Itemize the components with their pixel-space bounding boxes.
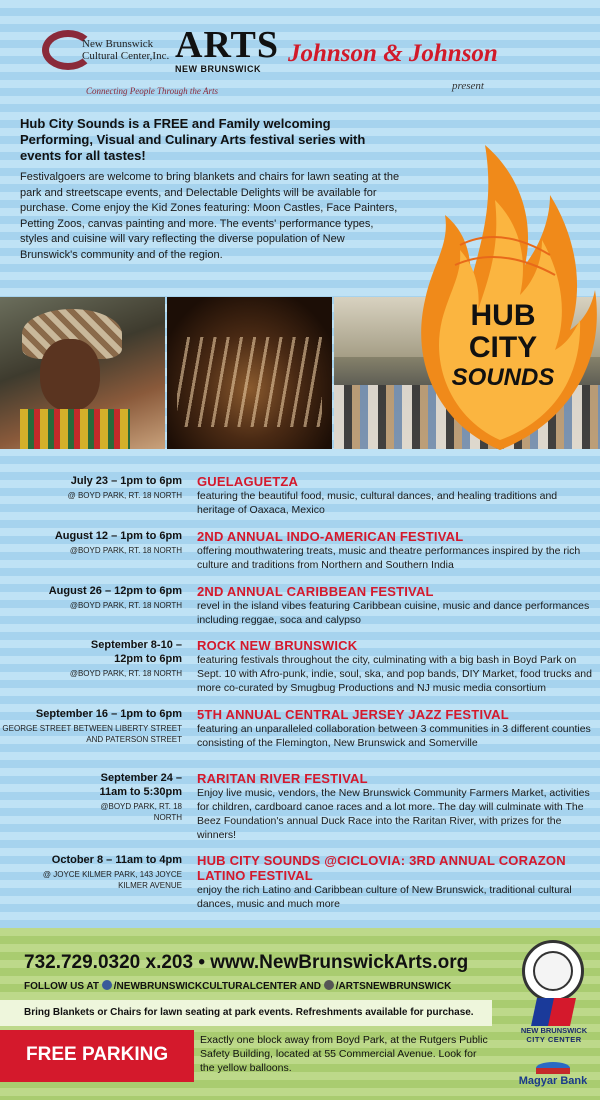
city-seal-logo — [522, 940, 584, 1002]
intro-body: Festivalgoers are welcome to bring blankets and chairs for lawn seating at the park and streetscape events, and Delectable Delights will be available for purchase. Come enjoy the Kid Zones featuring: Moon Castles, Face Painters, Petting Zoos, canvas painting and more. The events' performance types, styles and cuisine will vary reflecting the diverse population of New Brunswick's community and of the region. — [20, 171, 400, 261]
event-date: July 23 – 1pm to 6pm — [70, 475, 182, 487]
nb-city-center-logo — [508, 998, 600, 1044]
tagline: Connecting People Through the Arts — [86, 86, 218, 96]
event-title: GUELAGUETZA — [197, 474, 299, 489]
event-location: @BOYD PARK, RT. 18 NORTH — [100, 802, 182, 822]
event-date: September 8-10 – 12pm to 6pm — [90, 639, 182, 665]
event-description: Enjoy live music, vendors, the New Brunswick Community Farmers Market, activities for children, cardboard canoe races and a lot more. The day will culminate with The Beez Foundation's annual Duck Race into the Raritan River, with prizes for the winners! — [197, 787, 590, 841]
event-description: enjoy the rich Latino and Caribbean culture of New Brunswick, traditional cultural dances, music and much more — [197, 884, 572, 910]
hub-city-sounds-flame-logo — [400, 125, 600, 455]
magyar-bank-logo — [506, 1062, 600, 1087]
event-title: HUB CITY SOUNDS @CICLOVIA: 3RD ANNUAL CORAZON LATINO FESTIVAL — [197, 853, 566, 883]
event-date: October 8 – 11am to 4pm — [51, 854, 182, 866]
magyar-bank-name: Magyar Bank — [518, 1075, 588, 1087]
event-location: @BOYD PARK, RT. 18 NORTH — [69, 546, 182, 555]
city-seal-inner-icon — [533, 951, 573, 991]
photo-dancers — [167, 297, 332, 449]
event-title: 2ND ANNUAL INDO-AMERICAN FESTIVAL — [197, 529, 464, 544]
event-title: RARITAN RIVER FESTIVAL — [197, 771, 368, 786]
event-description: featuring festivals throughout the city, culminating with a big bash in Boyd Park on Sept. 10 with Afro-punk, indie, soul, ska, and pop bands, DIY Market, food trucks and more co-curated by Smugbug Productions and NJ music media consortium — [197, 654, 592, 694]
event-date: August 26 – 12pm to 6pm — [48, 585, 182, 597]
arts-logo — [175, 24, 280, 74]
nbcc-line1: NEW BRUNSWICK — [520, 1026, 588, 1035]
ncc-logo-line1: New Brunswick — [82, 38, 154, 50]
event-date: September 16 – 1pm to 6pm — [35, 708, 182, 720]
event-description: featuring the beautiful food, music, cultural dances, and healing traditions and heritage of Oaxaca, Mexico — [197, 490, 558, 516]
social-follow — [24, 980, 451, 992]
arts-logo-sub: NEW BRUNSWICK — [175, 64, 261, 74]
intro-heading: Hub City Sounds is a FREE and Family welcoming Performing, Visual and Culinary Arts festival series with events for all tastes! — [20, 116, 366, 163]
event-description: revel in the island vibes featuring Caribbean cuisine, music and dance performances including reggae, soca and calypso — [197, 600, 590, 626]
free-parking-label: FREE PARKING — [26, 1044, 169, 1065]
sponsor-logo: Johnson & Johnson — [288, 40, 498, 67]
ncc-logo-line2: Cultural Center,Inc. — [82, 50, 170, 62]
flame-text-city: CITY — [468, 331, 538, 364]
instagram-handle[interactable]: /ARTSNEWBRUNSWICK — [335, 981, 452, 992]
photo-child-performer — [0, 297, 165, 449]
bring-blankets-notice: Bring Blankets or Chairs for lawn seating at park events. Refreshments available for purchase. — [24, 1007, 474, 1018]
facebook-icon[interactable] — [102, 980, 112, 990]
event-title: 2ND ANNUAL CARIBBEAN FESTIVAL — [197, 584, 434, 599]
nbcc-line2: CITY CENTER — [526, 1035, 582, 1044]
arts-logo-text: ARTS — [175, 24, 280, 66]
follow-prefix: FOLLOW US AT — [24, 981, 99, 992]
event-description: offering mouthwatering treats, music and theatre performances inspired by the rich culture and traditions from Northern and Southern India — [197, 545, 581, 571]
event-title: ROCK NEW BRUNSWICK — [197, 638, 358, 653]
instagram-icon[interactable] — [324, 980, 334, 990]
parking-description: Exactly one block away from Boyd Park, at the Rutgers Public Safety Building, located at 55 Commercial Avenue. Look for the yellow balloons. — [200, 1034, 488, 1074]
ncc-logo — [42, 24, 182, 84]
event-date: September 24 – 11am to 5:30pm — [99, 772, 182, 798]
event-title: 5TH ANNUAL CENTRAL JERSEY JAZZ FESTIVAL — [197, 707, 509, 722]
event-date: August 12 – 1pm to 6pm — [54, 530, 182, 542]
event-location: @ BOYD PARK, RT. 18 NORTH — [67, 491, 182, 500]
phone-and-website[interactable]: 732.729.0320 x.203 • www.NewBrunswickArts.org — [24, 952, 469, 973]
event-location: GEORGE STREET BETWEEN LIBERTY STREET AND PATERSON STREET — [2, 724, 182, 744]
facebook-handle[interactable]: /NEWBRUNSWICKCULTURALCENTER AND — [113, 981, 321, 992]
event-description: featuring an unparalleled collaboration between 3 communities in 3 different counties consisting of the Flemington, New Brunswick and Somerville — [197, 723, 591, 749]
event-location: @ JOYCE KILMER PARK, 143 JOYCE KILMER AVENUE — [42, 870, 182, 890]
nb-mark-icon — [534, 998, 574, 1026]
magyar-mark-icon — [536, 1062, 570, 1074]
flame-text-hub: HUB — [470, 299, 536, 332]
present-label: present — [452, 80, 484, 92]
event-location: @BOYD PARK, RT. 18 NORTH — [69, 601, 182, 610]
flame-text-sounds: SOUNDS — [451, 364, 555, 391]
event-location: @BOYD PARK, RT. 18 NORTH — [69, 669, 182, 678]
